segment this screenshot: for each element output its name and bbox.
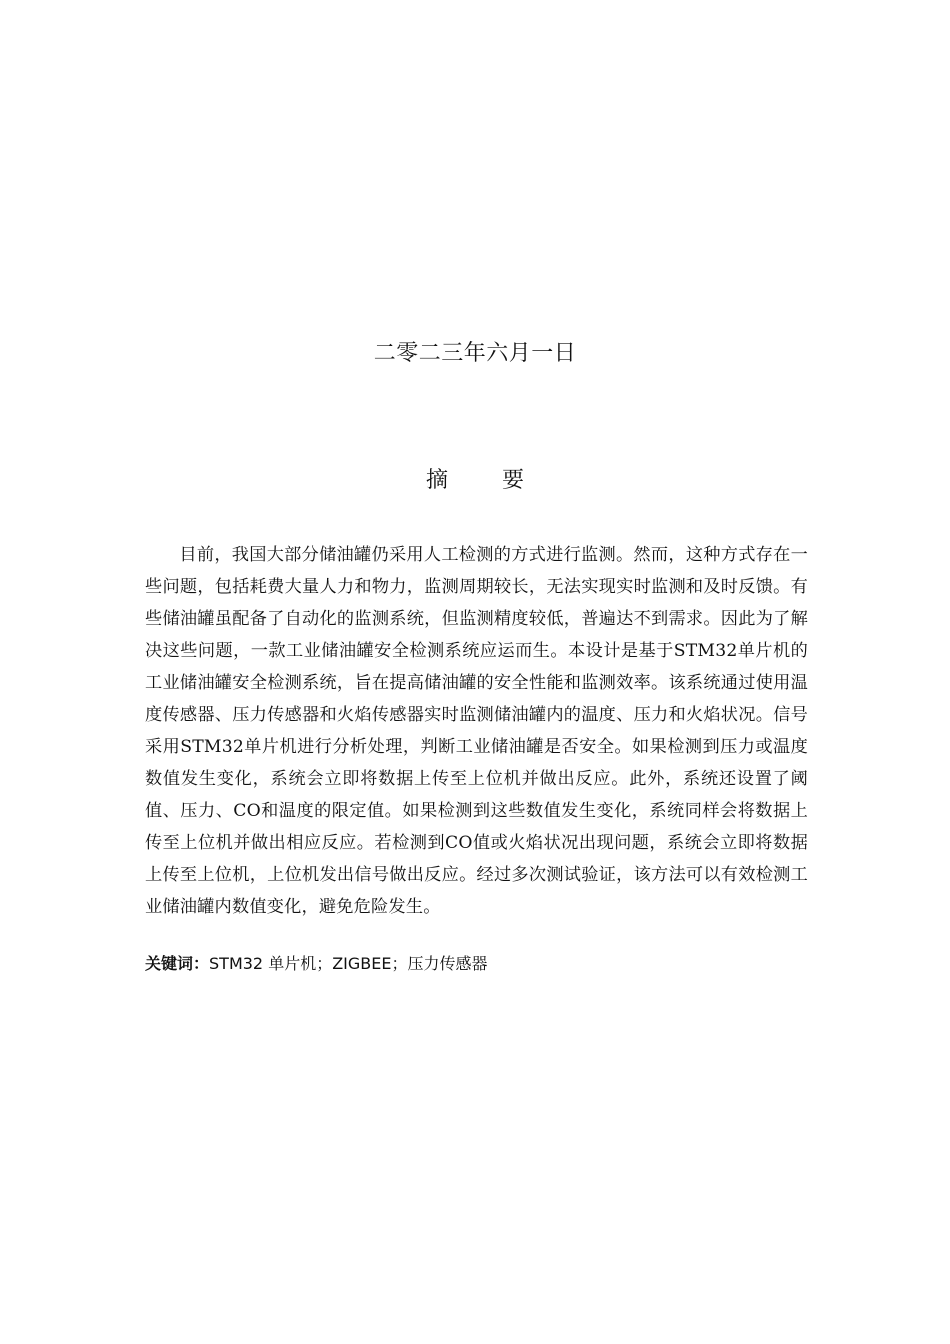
keywords-line [145,950,487,978]
abstract-heading-char-2: 要 [502,468,525,493]
document-date: 二零二三年六月一日 [373,341,577,366]
abstract-heading [0,463,950,499]
keywords-label: 关键词： [145,954,210,973]
keywords-text: STM32 单片机；ZIGBEE；压力传感器 [209,954,488,973]
abstract-paragraph: 目前，我国大部分储油罐仍采用人工检测的方式进行监测。然而，这种方式存在一些问题，包括耗费大量人力和物力，监测周期较长，无法实现实时监测和及时反馈。有些储油罐虽配备了自动化的监测系统，但监测精度较低，普遍达不到需求。因此为了解决这些问题，一款工业储油罐安全检测系统应运而生。本设计是基于STM32单片机的工业储油罐安全检测系统，旨在提高储油罐的安全性能和监测效率。该系统通过使用温度传感器、压力传感器和火焰传感器实时监测储油罐内的温度、压力和火焰状况。信号采用STM32单片机进行分析处理，判断工业储油罐是否安全。如果检测到压力或温度数值发生变化，系统会立即将数据上传至上位机并做出反应。此外，系统还设置了阈值、压力、CO和温度的限定值。如果检测到这些数值发生变化，系统同样会将数据上传至上位机并做出相应反应。若检测到CO值或火焰状况出现问题，系统会立即将数据上传至上位机，上位机发出信号做出反应。经过多次测试验证，该方法可以有效检测工业储油罐内数值变化，避免危险发生。 [145,545,808,917]
abstract-heading-char-1: 摘 [425,468,448,493]
